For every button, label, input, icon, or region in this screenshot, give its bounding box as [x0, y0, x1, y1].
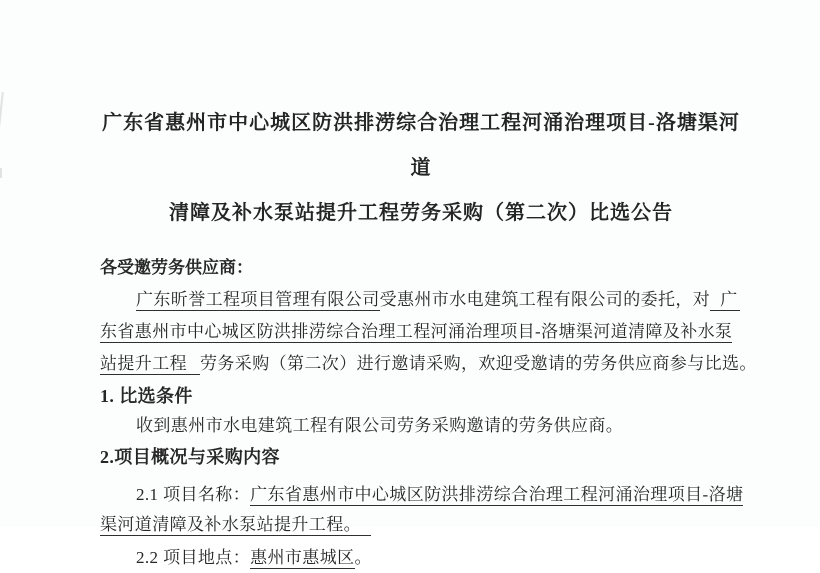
- project-name-start: 广: [710, 290, 739, 311]
- title-line-2: 清障及补水泵站提升工程劳务采购（第二次）比选公告: [169, 202, 673, 224]
- section-1-heading: 1. 比选条件: [100, 386, 193, 406]
- item-2-1-project-name-start: 广东省惠州市中心城区防洪排涝综合治理工程河涌治理项目-洛塘: [250, 485, 744, 504]
- item-2-1-label: 2.1 项目名称：: [136, 485, 251, 504]
- item-2-1-project-name-end: 渠河道清障及补水泵站提升工程。: [100, 515, 371, 536]
- intro-text-1: 受惠州市水电建筑工程有限公司的委托，对: [379, 290, 711, 309]
- document-title: [100, 101, 742, 236]
- item-2-2-line: [100, 543, 742, 573]
- scan-artifact: [0, 168, 2, 178]
- section-1-body: 收到惠州市水电建筑工程有限公司劳务采购邀请的劳务供应商。: [136, 416, 624, 435]
- item-2-2-period: 。: [354, 548, 372, 567]
- intro-text-2: 劳务采购（第二次）进行邀请采购，欢迎受邀请的劳务供应商参与比选。: [200, 354, 757, 373]
- item-2-1-line-2: [100, 510, 742, 540]
- document-content: [100, 0, 757, 573]
- item-2-1-line-1: [100, 480, 742, 510]
- title-line-1: 广东省惠州市中心城区防洪排涝综合治理工程河涌治理项目-洛塘渠河道: [102, 112, 740, 179]
- project-name-end: 站提升工程: [100, 354, 200, 375]
- section-2-heading: 2.项目概况与采购内容: [100, 447, 280, 467]
- intro-paragraph-line-3: [100, 348, 757, 380]
- project-name-middle: 东省惠州市中心城区防洪排涝综合治理工程河涌治理项目-洛塘渠河道清障及补水泵: [100, 322, 733, 341]
- item-2-2-location: 惠州市惠城区: [250, 548, 355, 567]
- item-2-2-label: 2.2 项目地点：: [136, 548, 251, 567]
- scan-artifact: [0, 92, 4, 126]
- intro-paragraph-line-2: [100, 316, 742, 348]
- salutation: 各受邀劳务供应商：: [100, 258, 253, 277]
- intro-paragraph-line-1: [100, 284, 742, 316]
- agent-company-name: 广东昕誉工程项目管理有限公司: [136, 290, 380, 309]
